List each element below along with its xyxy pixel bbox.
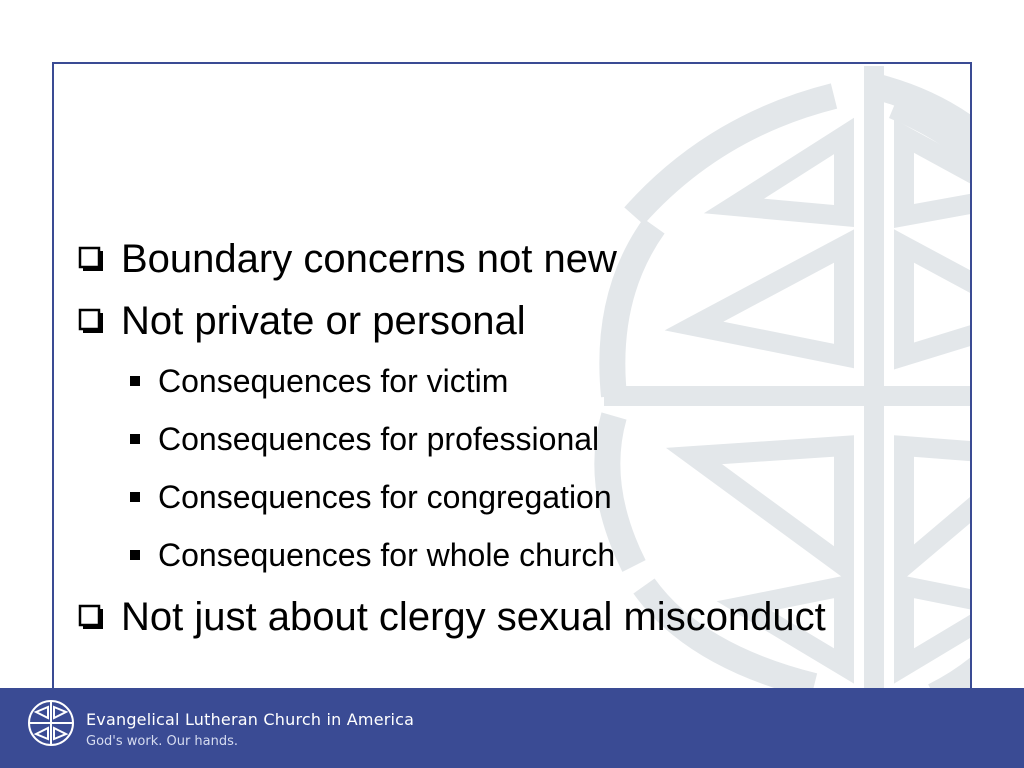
sub-bullet-text: Consequences for whole church xyxy=(158,537,616,573)
square-bullet-icon xyxy=(130,434,140,444)
square-bullet-icon xyxy=(130,376,140,386)
checkbox-bullet-icon xyxy=(78,604,105,631)
elca-cross-logo-icon xyxy=(26,698,76,748)
bullet-item xyxy=(78,236,978,282)
organization-tagline: God's work. Our hands. xyxy=(86,734,239,749)
checkbox-bullet-icon xyxy=(78,308,105,335)
sub-bullet-item xyxy=(130,362,978,400)
sub-bullet-item xyxy=(130,420,978,458)
checkbox-bullet-icon xyxy=(78,246,105,273)
bullet-text: Boundary concerns not new xyxy=(121,237,617,281)
bullet-list xyxy=(78,236,978,658)
bullet-text: Not private or personal xyxy=(121,299,526,343)
sub-bullet-item xyxy=(130,478,978,516)
sub-bullet-text: Consequences for congregation xyxy=(158,479,612,515)
square-bullet-icon xyxy=(130,550,140,560)
sub-bullet-text: Consequences for victim xyxy=(158,363,509,399)
bullet-text: Not just about clergy sexual misconduct xyxy=(121,595,826,639)
bullet-item xyxy=(78,298,978,344)
sub-bullet-item xyxy=(130,536,978,574)
footer-bar xyxy=(0,688,1024,768)
square-bullet-icon xyxy=(130,492,140,502)
organization-name: Evangelical Lutheran Church in America xyxy=(86,710,415,729)
sub-bullet-text: Consequences for professional xyxy=(158,421,600,457)
bullet-item xyxy=(78,594,978,640)
